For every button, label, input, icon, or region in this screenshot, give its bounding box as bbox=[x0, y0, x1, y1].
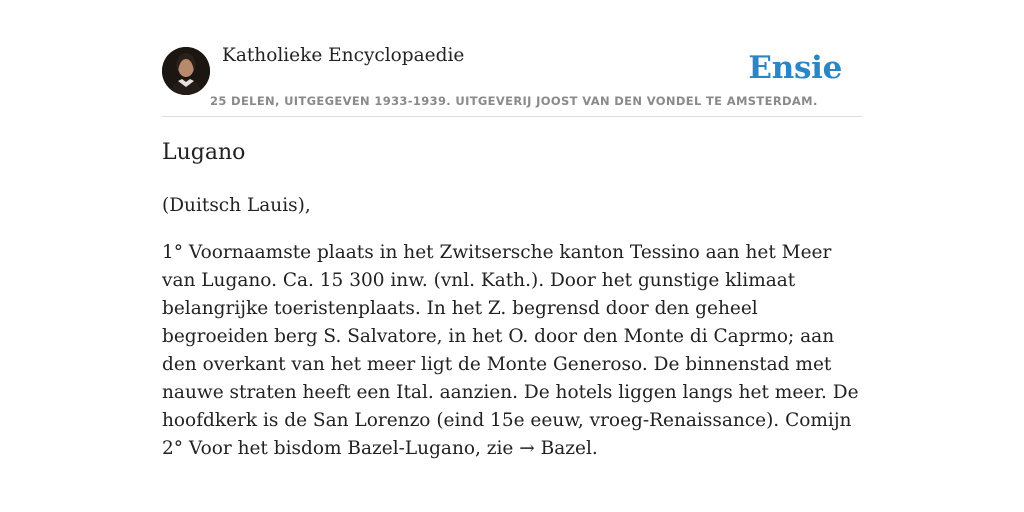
entry-title: Lugano bbox=[162, 140, 246, 165]
entry-intro: (Duitsch Lauis), bbox=[162, 195, 311, 216]
page bbox=[162, 0, 862, 459]
entry-body bbox=[162, 239, 862, 463]
bazel-link[interactable] bbox=[519, 438, 592, 459]
brand-logo[interactable]: Ensie bbox=[748, 50, 842, 86]
source-title[interactable]: Katholieke Encyclopaedie bbox=[222, 45, 465, 66]
paragraph-1: 1° Voornaamste plaats in het Zwitsersche kanton Tessino aan het Meer van Lugano. Ca. 15 300 inw. (vnl. Kath.). Door het gunstige klimaat belangrijke toeristenplaats. In het Z. begrensd door den geheel begroeiden berg S. Salvatore, in het O. door den Monte di Caprmo; aan den overkant van het meer ligt de Monte Generoso. De binnenstad met nauwe straten heeft een Ital. aanzien. De hotels liggen langs het meer. De hoofdkerk is de San Lorenzo (eind 15e eeuw, vroeg-Renaissance). Comijn bbox=[162, 242, 859, 431]
bazel-link-label: Bazel bbox=[540, 438, 592, 459]
arrow-icon: → bbox=[519, 438, 535, 459]
paragraph-2 bbox=[162, 435, 862, 463]
header bbox=[162, 0, 862, 117]
paragraph-2-prefix: 2° Voor het bisdom Bazel-Lugano, zie bbox=[162, 438, 520, 459]
source-subtitle: 25 DELEN, UITGEGEVEN 1933-1939. UITGEVERIJ JOOST VAN DEN VONDEL TE AMSTERDAM. bbox=[210, 94, 818, 108]
portrait-icon[interactable] bbox=[162, 47, 210, 95]
paragraph-2-suffix: . bbox=[591, 438, 598, 459]
